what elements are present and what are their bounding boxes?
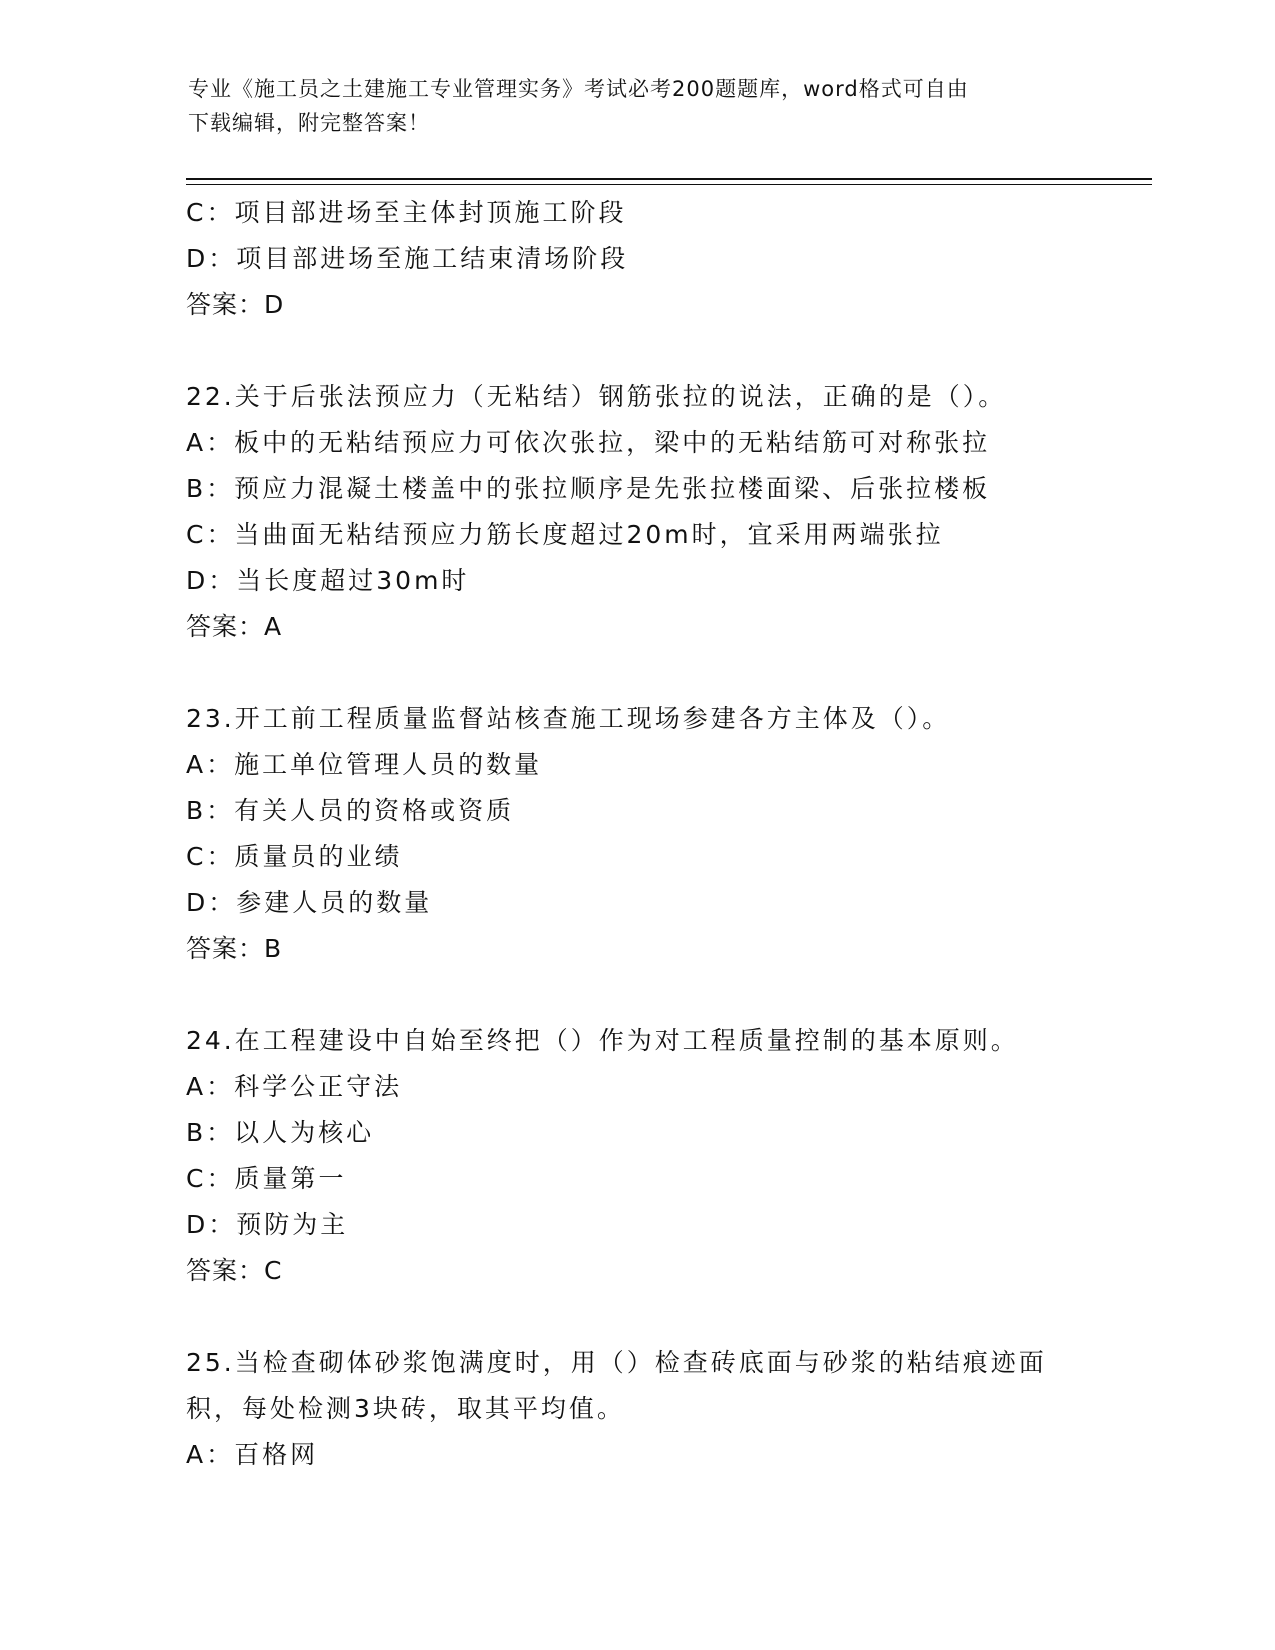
answer-line: 答案：C <box>186 1256 283 1285</box>
answer-line: 答案：B <box>186 934 283 963</box>
option-b: B：有关人员的资格或资质 <box>186 796 515 825</box>
option-b: B：预应力混凝土楼盖中的张拉顺序是先张拉楼面梁、后张拉楼板 <box>186 474 991 503</box>
option-c: C：当曲面无粘结预应力筋长度超过20m时，宜采用两端张拉 <box>186 520 944 549</box>
question-stem: 24.在工程建设中自始至终把（）作为对工程质量控制的基本原则。 <box>186 1026 1019 1055</box>
option-a: A：科学公正守法 <box>186 1072 403 1101</box>
option-c: C：项目部进场至主体封顶施工阶段 <box>186 198 627 227</box>
question-stem: 23.开工前工程质量监督站核查施工现场参建各方主体及（）。 <box>186 704 951 733</box>
question-25 <box>186 1340 1106 1478</box>
question-stem-line-2: 积，每处检测3块砖，取其平均值。 <box>186 1394 625 1423</box>
question-22 <box>186 374 1106 650</box>
document-body <box>186 190 1106 1478</box>
option-d: D：项目部进场至施工结束清场阶段 <box>186 244 629 273</box>
question-23 <box>186 696 1106 972</box>
option-c: C：质量第一 <box>186 1164 347 1193</box>
option-a: A：板中的无粘结预应力可依次张拉，梁中的无粘结筋可对称张拉 <box>186 428 991 457</box>
option-b: B：以人为核心 <box>186 1118 375 1147</box>
option-a: A：百格网 <box>186 1440 319 1469</box>
option-a: A：施工单位管理人员的数量 <box>186 750 543 779</box>
header-rule-thin <box>186 184 1152 185</box>
option-c: C：质量员的业绩 <box>186 842 403 871</box>
question-21-tail <box>186 190 1106 328</box>
header-line-1: 专业《施工员之土建施工专业管理实务》考试必考200题题库，word格式可自由 <box>188 77 969 101</box>
option-d: D：预防为主 <box>186 1210 349 1239</box>
answer-line: 答案：A <box>186 612 283 641</box>
header-line-2: 下载编辑，附完整答案！ <box>188 111 430 135</box>
document-header <box>188 72 1088 140</box>
question-stem-line-1: 25.当检查砌体砂浆饱满度时，用（）检查砖底面与砂浆的粘结痕迹面 <box>186 1348 1047 1377</box>
option-d: D：当长度超过30m时 <box>186 566 470 595</box>
question-stem: 22.关于后张法预应力（无粘结）钢筋张拉的说法，正确的是（）。 <box>186 382 1007 411</box>
option-d: D：参建人员的数量 <box>186 888 433 917</box>
answer-line: 答案：D <box>186 290 285 319</box>
question-24 <box>186 1018 1106 1294</box>
header-rule-thick <box>186 178 1152 180</box>
